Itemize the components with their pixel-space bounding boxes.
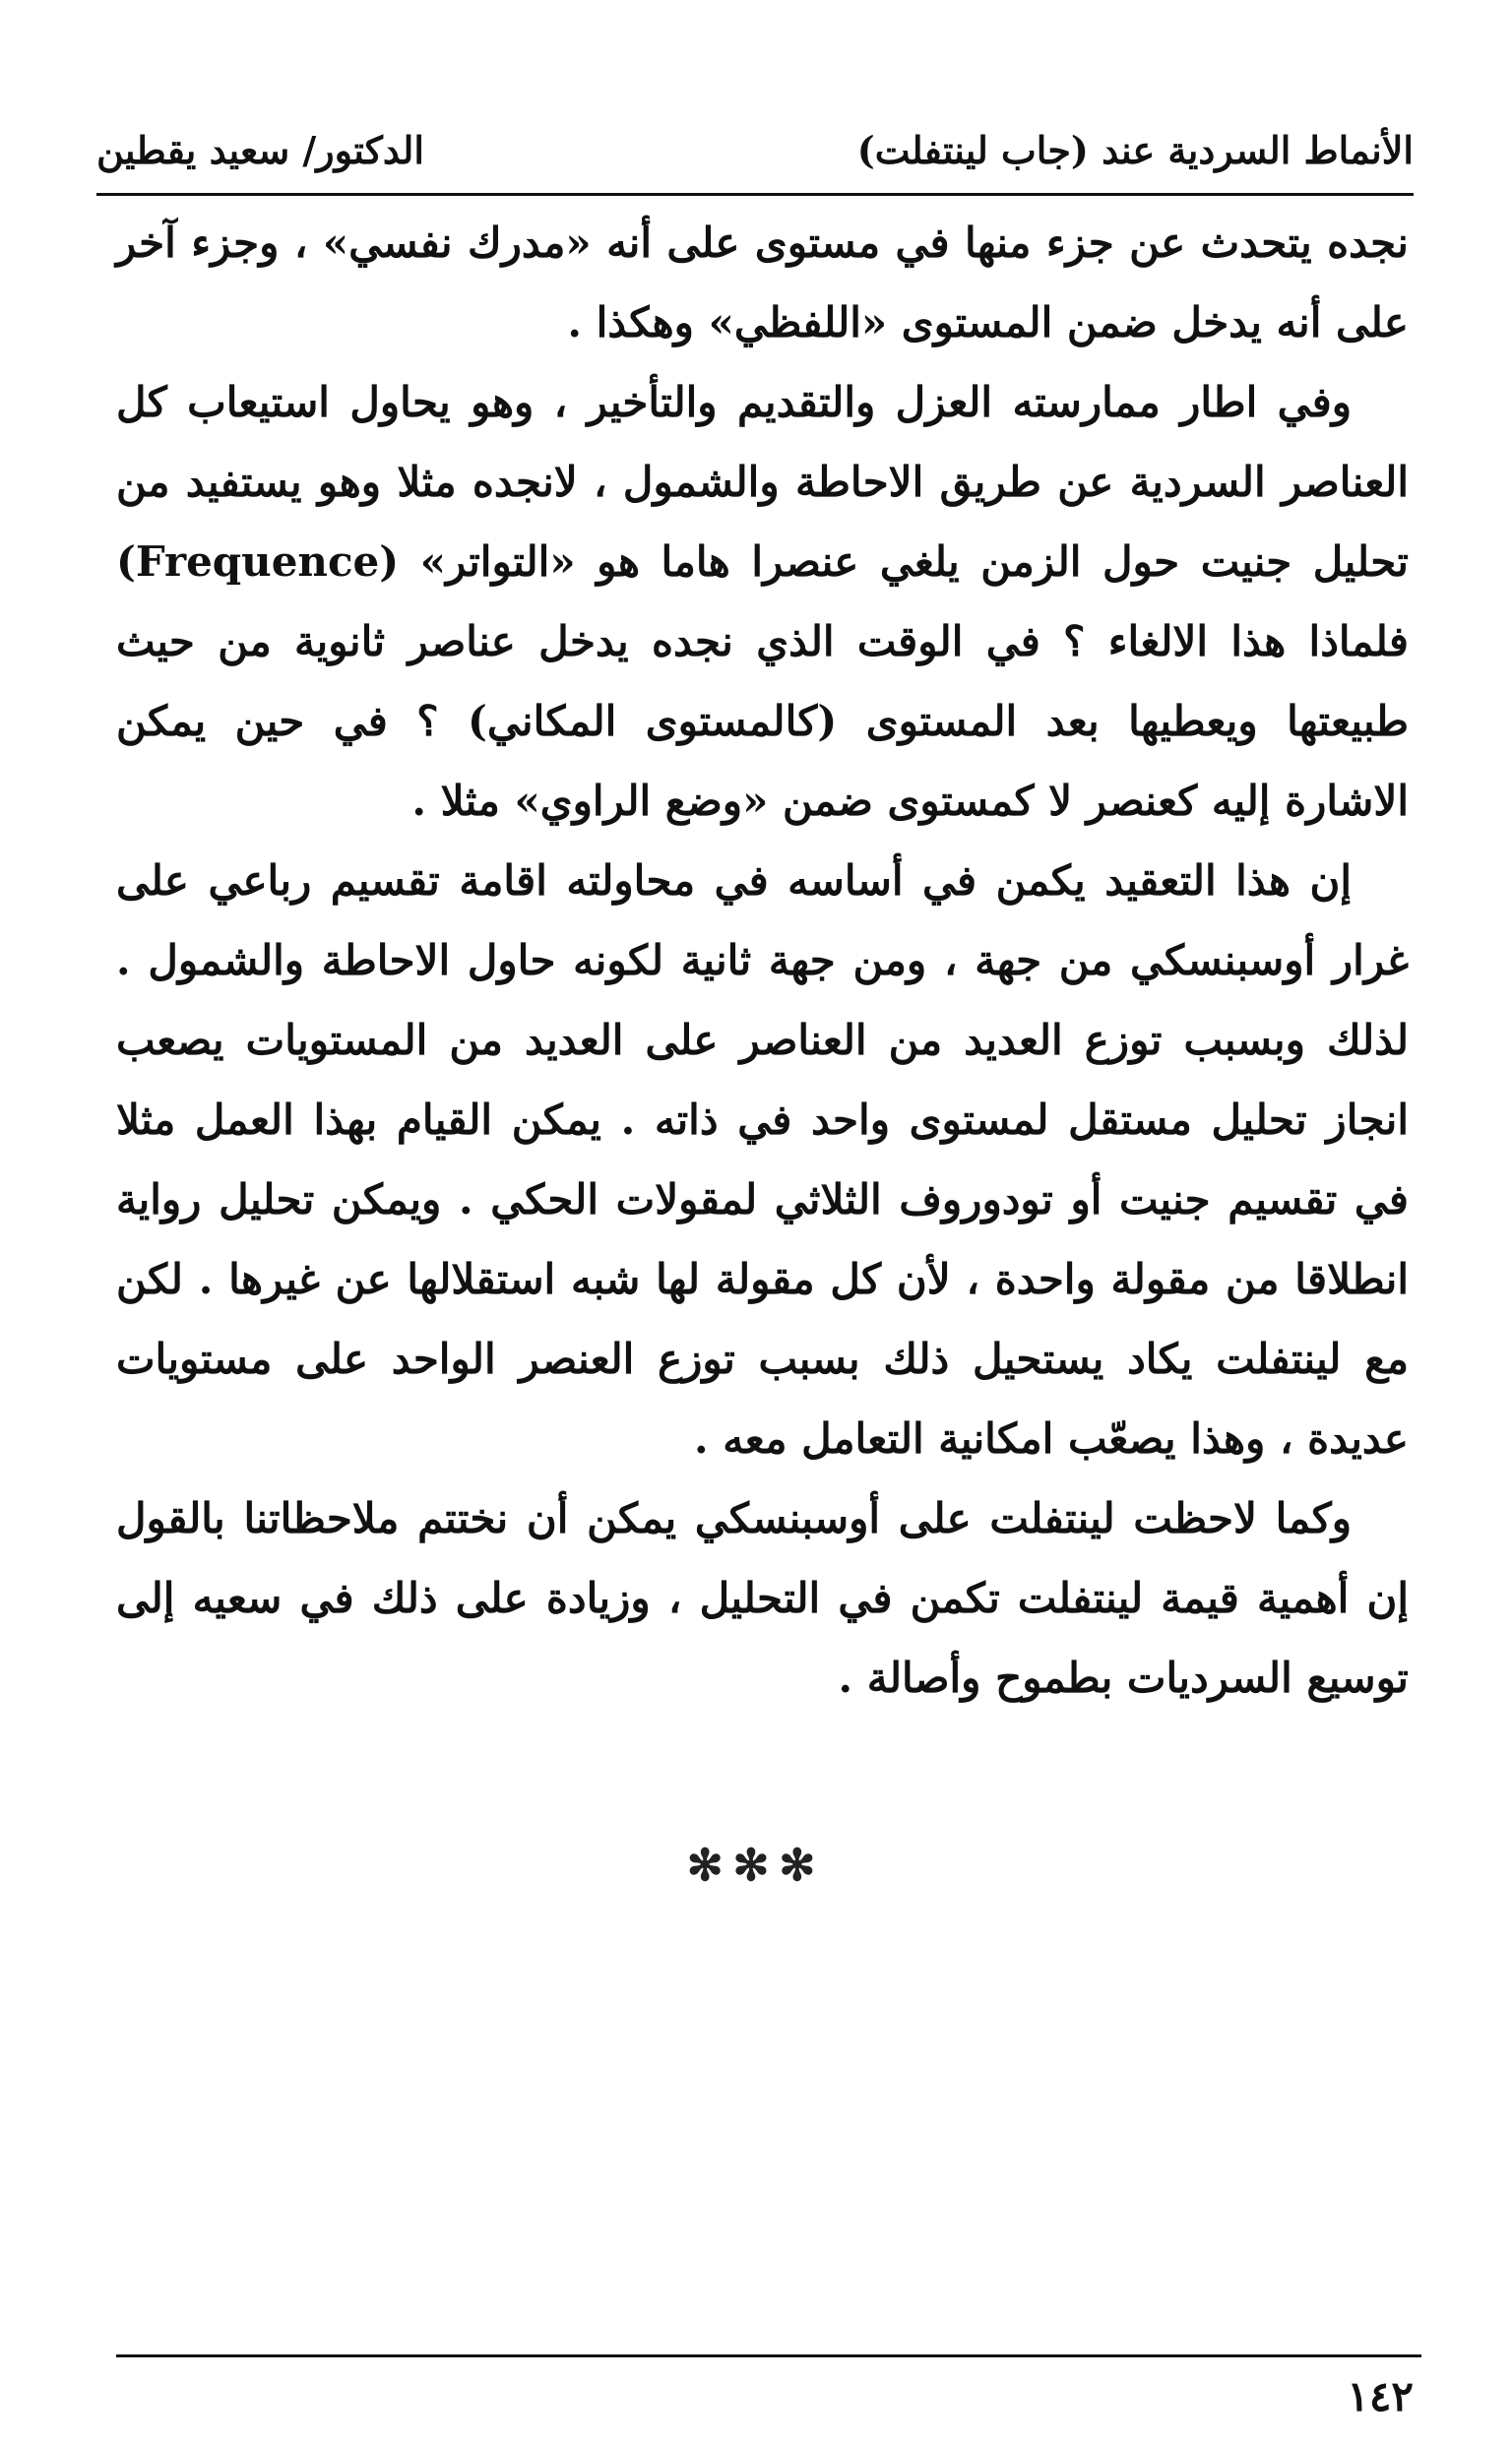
section-separator: ✻✻✻ [686, 1841, 826, 1891]
footer-divider [116, 2354, 1421, 2357]
header-author: الدكتور/ سعيد يقطين [96, 128, 424, 173]
paragraph-1: نجده يتحدث عن جزء منها في مستوى على أنه «مدرك نفسي» ، وجزء آخر على أنه يدخل ضمن المستوى «اللفظي» وهكذا . [116, 219, 1409, 346]
running-header [96, 106, 1414, 195]
paragraph-4: وكما لاحظت لينتفلت على أوسبنسكي يمكن أن نختتم ملاحظاتنا بالقول إن أهمية قيمة لينتفلت تكمن في التحليل ، وزيادة على ذلك في سعيه إلى توسيع السرديات بطموح وأصالة . [116, 1494, 1409, 1702]
paragraph-2: وفي اطار ممارسته العزل والتقديم والتأخير ، وهو يحاول استيعاب كل العناصر السردية عن طريق الاحاطة والشمول ، لانجده مثلا وهو يستفيد من تحليل جنيت حول الزمن يلغي عنصرا هاما هو «التواتر» (Frequence) فلماذا هذا الالغاء ؟ في الوقت الذي نجده يدخل عناصر ثانوية من حيث طبيعتها ويعطيها بعد المستوى (كالمستوى المكاني) ؟ في حين يمكن الاشارة إليه كعنصر لا كمستوى ضمن «وضع الراوي» مثلا . [116, 378, 1409, 825]
paragraph-3: إن هذا التعقيد يكمن في أساسه في محاولته اقامة تقسيم رباعي على غرار أوسبنسكي من جهة ، ومن جهة ثانية لكونه حاول الاحاطة والشمول . لذلك وبسبب توزع العديد من العناصر على العديد من المستويات يصعب انجاز تحليل مستقل لمستوى واحد في ذاته . يمكن القيام بهذا العمل مثلا في تقسيم جنيت أو تودوروف الثلاثي لمقولات الحكي . ويمكن تحليل رواية انطلاقا من مقولة واحدة ، لأن كل مقولة لها شبه استقلالها عن غيرها . لكن مع لينتفلت يكاد يستحيل ذلك بسبب توزع العنصر الواحد على مستويات عديدة ، وهذا يصعّب امكانية التعامل معه . [116, 856, 1409, 1463]
header-divider [96, 193, 1414, 196]
header-title: الأنماط السردية عند (جاب لينتفلت) [856, 128, 1414, 173]
body-text [116, 203, 1409, 1718]
page-number: ١٤٢ [1347, 2372, 1414, 2420]
